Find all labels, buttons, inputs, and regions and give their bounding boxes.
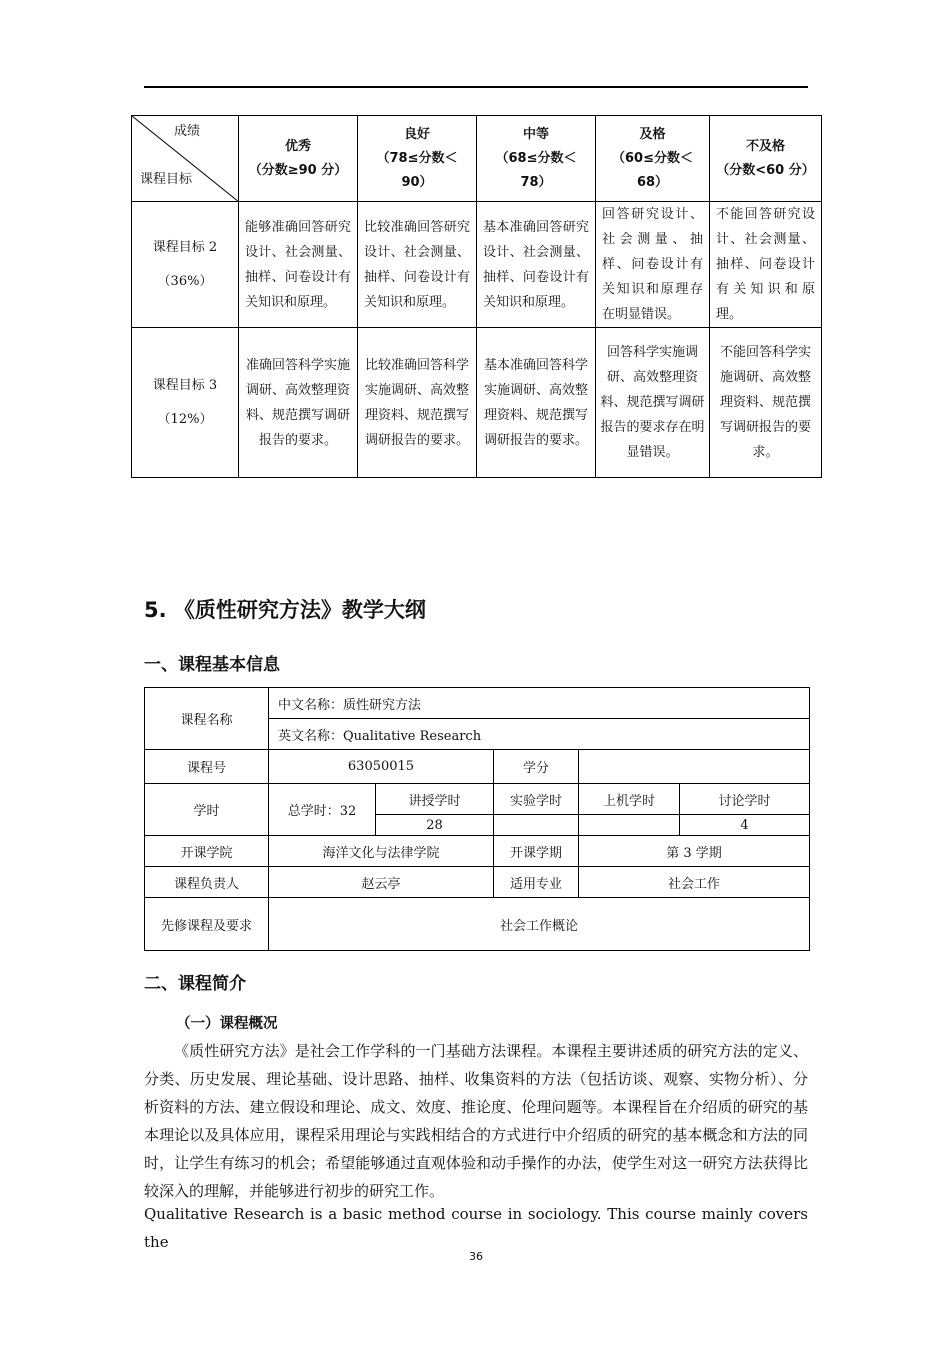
lecture-hours-label: 讲授学时 (376, 784, 494, 815)
section-heading-intro: 二、课程简介 (144, 974, 246, 994)
grade-cell: 基本准确回答科学实施调研、高效整理资料、规范撰写调研报告的要求。 (477, 328, 596, 478)
row-weight: （36%） (157, 273, 213, 289)
college: 海洋文化与法律学院 (269, 836, 494, 867)
document-title: 5. 《质性研究方法》教学大纲 (144, 598, 426, 622)
header-range-end: 90） (401, 174, 433, 190)
header-medium (477, 116, 596, 202)
lab-hours-label: 实验学时 (494, 784, 579, 815)
header-range: （分数≥90 分） (248, 162, 348, 178)
header-range: （68≤分数＜ (495, 150, 577, 166)
course-no-label: 课程号 (145, 750, 269, 784)
page-number: 36 (469, 1250, 483, 1263)
course-name-label: 课程名称 (145, 688, 269, 750)
row-label: 课程目标 3 (152, 377, 218, 393)
table-row (132, 202, 822, 328)
computer-hours-label: 上机学时 (579, 784, 680, 815)
term-label: 开课学期 (494, 836, 579, 867)
discussion-hours-label: 讨论学时 (680, 784, 810, 815)
lab-hours (494, 815, 579, 836)
header-good (358, 116, 477, 202)
credit-label: 学分 (494, 750, 579, 784)
grade-cell: 比较准确回答研究设计、社会测量、抽样、问卷设计有关知识和原理。 (358, 202, 477, 328)
grade-cell: 准确回答科学实施调研、高效整理资料、规范撰写调研报告的要求。 (239, 328, 358, 478)
header-range: （60≤分数＜ (612, 150, 693, 166)
total-hours: 总学时：32 (269, 784, 376, 836)
course-cn-name: 中文名称：质性研究方法 (269, 688, 810, 719)
section-heading-basic-info: 一、课程基本信息 (144, 655, 280, 675)
grading-table (131, 115, 822, 478)
course-no: 63050015 (269, 750, 494, 784)
grade-cell: 能够准确回答研究设计、社会测量、抽样、问卷设计有关知识和原理。 (239, 202, 358, 328)
row-label-cell (132, 328, 239, 478)
header-rule (144, 86, 808, 88)
course-info-table (144, 687, 810, 951)
header-fail (710, 116, 822, 202)
row-label-cell (132, 202, 239, 328)
header-title: 良好 (403, 126, 430, 142)
grade-cell: 回答研究设计、社会测量、抽样、问卷设计有关知识和原理存在明显错误。 (596, 202, 710, 328)
discussion-hours: 4 (680, 815, 810, 836)
subsection-heading-overview: （一）课程概况 (176, 1016, 278, 1032)
major-label: 适用专业 (494, 867, 579, 898)
prereq: 社会工作概论 (269, 898, 810, 951)
header-pass (596, 116, 710, 202)
header-title: 不及格 (745, 138, 785, 154)
course-en-name: 英文名称：Qualitative Research (269, 719, 810, 750)
header-title: 中等 (522, 126, 549, 142)
grade-cell: 不能回答研究设计、社会测量、抽样、问卷设计有关知识和原理。 (710, 202, 822, 328)
header-range: （78≤分数＜ (376, 150, 458, 166)
grade-cell: 比较准确回答科学实施调研、高效整理资料、规范撰写调研报告的要求。 (358, 328, 477, 478)
lead-label: 课程负责人 (145, 867, 269, 898)
table-row (132, 328, 822, 478)
corner-top-label: 成绩 (173, 124, 200, 139)
row-weight: （12%） (157, 411, 213, 427)
grade-cell: 回答科学实施调研、高效整理资料、规范撰写调研报告的要求存在明显错误。 (596, 328, 710, 478)
computer-hours (579, 815, 680, 836)
header-range-end: 68） (636, 174, 669, 190)
lecture-hours: 28 (376, 815, 494, 836)
header-range: （分数<60 分） (716, 162, 815, 178)
college-label: 开课学院 (145, 836, 269, 867)
corner-bottom-label: 课程目标 (140, 172, 193, 187)
major: 社会工作 (579, 867, 810, 898)
header-title: 优秀 (284, 138, 311, 154)
prereq-label: 先修课程及要求 (145, 898, 269, 951)
english-paragraph: Qualitative Research is a basic method course in sociology. This course mainly covers the (144, 1205, 808, 1251)
overview-paragraph: 《质性研究方法》是社会工作学科的一门基础方法课程。本课程主要讲述质的研究方法的定义、分类、历史发展、理论基础、设计思路、抽样、收集资料的方法（包括访谈、观察、实物分析）、分析资料的方法、建立假设和理论、成文、效度、推论度、伦理问题等。本课程旨在介绍质的研究的基本理论以及具体应用，课程采用理论与实践相结合的方式进行中介绍质的研究的基本概念和方法的同时，让学生有练习的机会；希望能够通过直观体验和动手操作的办法，使学生对这一研究方法获得比较深入的理解，并能够进行初步的研究工作。 (144, 1042, 808, 1200)
header-range-end: 78） (520, 174, 552, 190)
credit-value (579, 750, 810, 784)
header-title: 及格 (639, 126, 666, 142)
grade-cell: 不能回答科学实施调研、高效整理资料、规范撰写调研报告的要求。 (710, 328, 822, 478)
corner-cell (132, 116, 239, 202)
row-label: 课程目标 2 (152, 239, 218, 255)
hours-label: 学时 (145, 784, 269, 836)
lead: 赵云亭 (269, 867, 494, 898)
grade-cell: 基本准确回答研究设计、社会测量、抽样、问卷设计有关知识和原理。 (477, 202, 596, 328)
term: 第 3 学期 (579, 836, 810, 867)
header-excellent (239, 116, 358, 202)
